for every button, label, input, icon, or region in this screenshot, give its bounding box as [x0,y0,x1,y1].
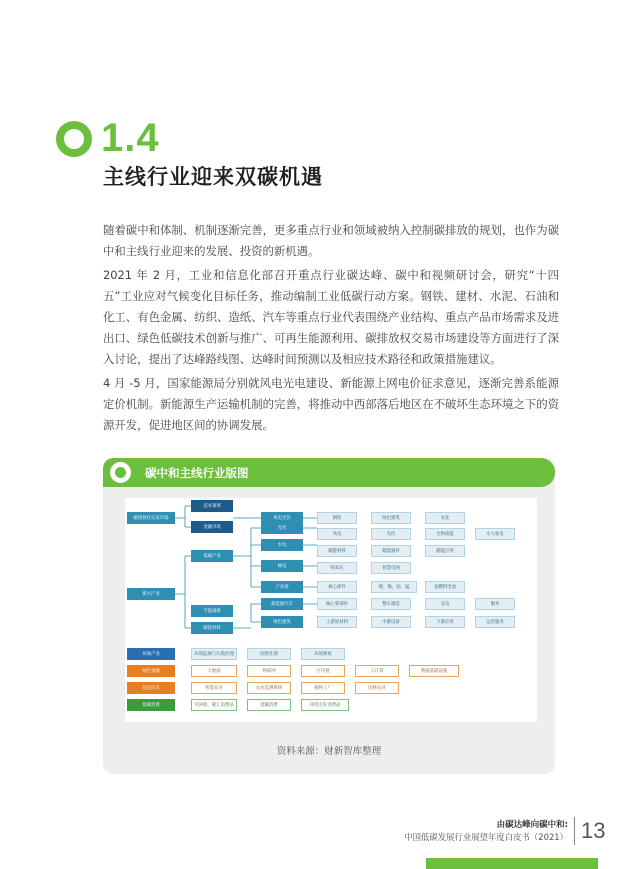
node-vehicle: 整车制造 [371,598,411,610]
node-low-carbon: 低碳产业 [191,550,233,562]
paragraph-1: 随着碳中和体制、机制逐渐完善，更多重点行业和领域被纳入控制碳排放的规划，也作为碳中和主线行业迎来的发展、投资的新机遇。 [103,223,559,258]
node-smart-grid: 智慧电网 [371,562,411,574]
node-blockchain: 区块链 [301,665,345,677]
node-big-data: 大数据 [191,665,237,677]
node-root-new-industry: 新兴产业 [127,588,175,600]
footer-accent-bar [426,858,598,869]
node-metals: 锂、镍、钴、锰 [371,581,417,593]
node-steel: 钢铁 [317,512,357,524]
node-low-carbon-consumption: 低碳消费 [127,699,175,711]
node-operation: 运营服务 [475,616,515,628]
node-downstream: 下游应用 [425,616,465,628]
node-green-building: 绿色建筑 [261,616,303,628]
node-solar: 光伏 [261,522,303,534]
node-pv: 光伏 [371,528,411,540]
node-env-monitor: 环境监测与污染治理 [191,648,237,660]
node-uhv: 特高压 [317,562,357,574]
node-green-bldg: 绿色建筑 [371,512,411,524]
node-storage-mat: 储能材料 [317,545,357,557]
node-fuel-cell: 氢燃料电池 [425,581,465,593]
node-wind-solar: 风电光伏 [261,512,303,524]
figure-title: 碳中和主线行业版图 [145,466,249,480]
node-upstream: 上游原材料 [317,616,357,628]
node-storage-dev: 储能器件 [371,545,411,557]
footer-divider [574,817,575,845]
node-finance: 金融市场 [191,521,233,533]
node-root-carbon-market: 碳排放权交易市场 [127,512,175,524]
node-eco-goods: 环境友好消费品 [301,699,349,711]
node-charging: 充电 [425,598,465,610]
paragraph-2: 2021 年 2 月，工业和信息化部召开重点行业碳达峰、碳中和视频研讨会，研究“十四五”工业应对气候变化目标任务，推动编制工业低碳行动方案。钢铁、建材、水泥、石油和化工、有色金属、纺织、造纸、汽车等重点行业代表围绕产业结构、重点产品市场需求及进出口、绿色低碳技术创新与推广、可再生能源利用、碳排放权交易市场建设等方面进行了深入讨论，提出了达峰路线图、达峰时间预测以及相应技术路径和政策措施建议。 [103,268,559,366]
node-agri: 农业 [425,512,465,524]
node-info-tech: 信息技术 [127,682,175,694]
footer-title: 由碳达峰向碳中和: [496,820,568,830]
node-tech: 技术领域 [191,500,233,512]
node-smart-agri: 智能农业 [191,682,237,694]
node-core-components: 核心零部件 [317,598,357,610]
node-midstream: 中游设备 [371,616,411,628]
section-ring-icon [56,121,92,157]
node-biomass: 生物质能 [425,528,465,540]
node-energy-saving: 节能减排 [191,605,233,617]
figure-source: 资料来源：财新智库整理 [276,746,382,757]
node-green-finance: 绿色金融 [127,665,175,677]
node-plant-factory: 植物工厂 [301,682,345,694]
node-cloud: 云计算 [355,665,399,677]
section-title: 主线行业迎来双碳机遇 [103,165,323,189]
node-recyclable: 可回收、碳汇消费品 [191,699,237,711]
node-agri-monitor: 农业监测系统 [247,682,291,694]
figure-ring-icon [110,462,131,483]
node-wind: 风电 [317,528,357,540]
industry-map-diagram [125,498,537,722]
node-storage-material: 储能材料 [191,622,233,634]
node-env-repair: 环境修复 [301,648,345,660]
figure-header [103,458,555,487]
figure-card [103,458,555,774]
node-service: 服务 [475,598,515,610]
node-env-industry: 环保产业 [127,648,175,660]
node-data-infra: 数据基础设施 [409,665,459,677]
node-iot: 物联网 [247,665,291,677]
node-hydro: 水电 [261,539,303,551]
node-nuclear: 核电 [261,560,303,572]
footer-subtitle: 中国低碳发展行业展望年度白皮书（2021） [404,832,568,842]
node-storage-app: 储能应用 [425,545,465,557]
node-chain: 产业链 [261,581,303,593]
node-core-parts: 核心部件 [317,581,357,593]
node-garden-agri: 园林农业 [355,682,399,694]
node-consumption: 低碳消费 [247,699,291,711]
node-hydropower: 水力发电 [475,528,515,540]
paragraph-3: 4 月 -5 月，国家能源局分别就风电光电建设、新能源上网电价征求意见，逐渐完善系能源定价机制。新能源生产运输机制的完善，将推动中西部落后地区在不破坏生态环境之下的资源开发，促进地区间的协调发展。 [103,376,559,432]
page-number: 13 [581,818,606,843]
node-solid-waste: 固废处理 [247,648,291,660]
section-number: 1.4 [101,116,160,160]
node-ev: 新能源汽车 [261,598,303,610]
